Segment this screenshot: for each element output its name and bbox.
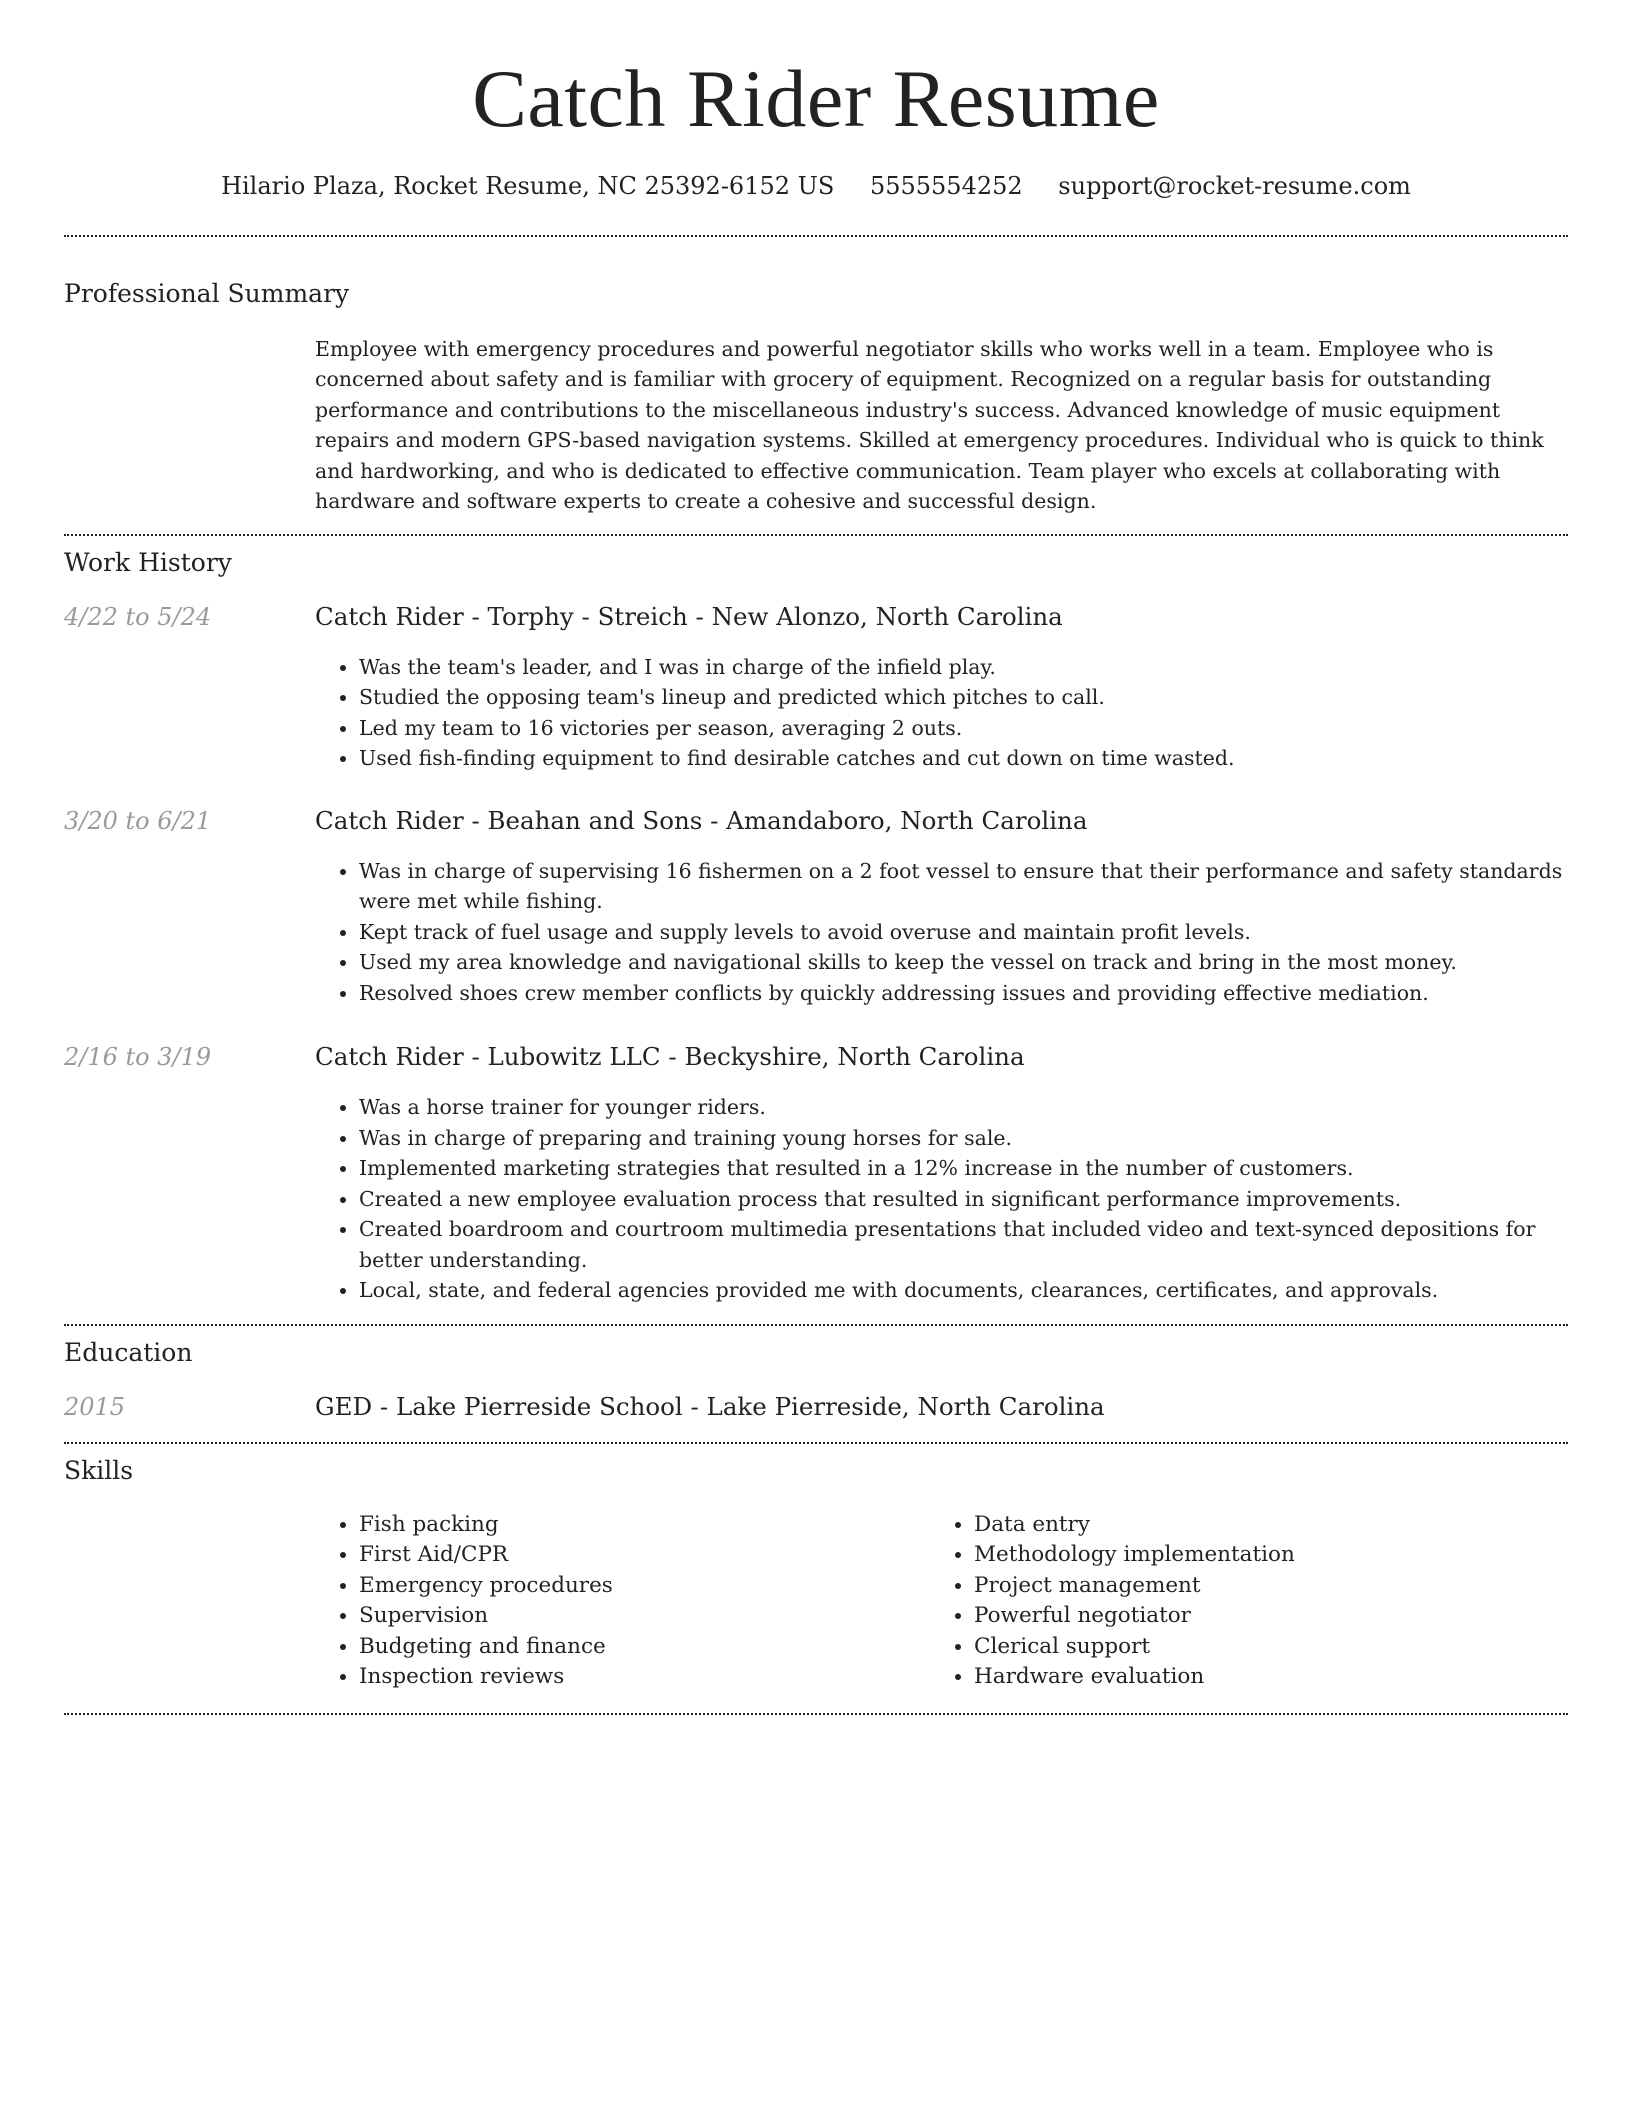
list-item: • Used fish-finding equipment to find desirable catches and cut down on time wasted. [359, 743, 1568, 774]
summary-text: Employee with emergency procedures and powerful negotiator skills who works well in a team. Employee who is concerned about safety and is familiar with grocery of equipment. Recognized on a regular basis for outstanding performance and contributions to the miscellaneous industry's success. Advanced knowledge of music equipment repairs and modern GPS-based navigation systems. Skilled at emergency procedures. Individual who is quick to think and hardworking, and who is dedicated to effective communication. Team player who excels at collaborating with hardware and software experts to create a cohesive and successful design. [315, 336, 1544, 514]
divider [64, 1713, 1568, 1715]
section-title-summary: Professional Summary [64, 278, 350, 308]
job-title: Catch Rider - Lubowitz LLC - Beckyshire, North Carolina [315, 1042, 1025, 1072]
skills-column-right [930, 1510, 1545, 1693]
list-item: • Resolved shoes crew member conflicts by quickly addressing issues and providing effective mediation. [359, 978, 1568, 1009]
page-title: Catch Rider Resume [472, 53, 1160, 144]
job-body [315, 602, 1568, 774]
education-year: 2015 [64, 1392, 126, 1421]
list-item: • Emergency procedures [359, 1571, 930, 1602]
list-item: • Hardware evaluation [974, 1662, 1545, 1693]
education-title: GED - Lake Pierreside School - Lake Pierreside, North Carolina [315, 1391, 1105, 1421]
contact-address: Hilario Plaza, Rocket Resume, NC 25392-6152 US [221, 172, 835, 200]
section-title-skills: Skills [64, 1455, 134, 1485]
job-entry [64, 806, 1568, 1009]
divider [64, 1442, 1568, 1444]
list-item: • Methodology implementation [974, 1540, 1545, 1571]
list-item: • Was a horse trainer for younger riders. [359, 1092, 1568, 1123]
list-item: • Studied the opposing team's lineup and predicted which pitches to call. [359, 682, 1568, 713]
resume-page [64, 0, 1568, 1715]
list-item: • Clerical support [974, 1632, 1545, 1663]
divider [64, 235, 1568, 237]
list-item: • Fish packing [359, 1510, 930, 1541]
divider [64, 1324, 1568, 1326]
job-title: Catch Rider - Torphy - Streich - New Alonzo, North Carolina [315, 601, 1063, 631]
list-item: • Powerful negotiator [974, 1601, 1545, 1632]
list-item: • Created boardroom and courtroom multimedia presentations that included video and text-synced depositions for better understanding. [359, 1214, 1568, 1275]
skills-list [315, 1510, 1568, 1693]
section-title-education: Education [64, 1337, 193, 1367]
job-entry [64, 1042, 1568, 1306]
job-title: Catch Rider - Beahan and Sons - Amandaboro, North Carolina [315, 805, 1088, 835]
list-item: • Was in charge of supervising 16 fishermen on a 2 foot vessel to ensure that their performance and safety standards were met while fishing. [359, 856, 1568, 917]
skills-column-left [315, 1510, 930, 1693]
education-entry [64, 1392, 1568, 1422]
job-dates: 4/22 to 5/24 [64, 602, 212, 631]
list-item: • Was in charge of preparing and training young horses for sale. [359, 1123, 1568, 1154]
list-item: • Local, state, and federal agencies provided me with documents, clearances, certificates, and approvals. [359, 1275, 1568, 1306]
job-bullets [315, 652, 1568, 774]
list-item: • Data entry [974, 1510, 1545, 1541]
contact-line [64, 172, 1568, 201]
job-bullets [315, 1092, 1568, 1306]
job-body [315, 1042, 1568, 1306]
education-body [315, 1392, 1568, 1422]
list-item: • Used my area knowledge and navigational skills to keep the vessel on track and bring in the most money. [359, 947, 1568, 978]
list-item: • Kept track of fuel usage and supply levels to avoid overuse and maintain profit levels. [359, 917, 1568, 948]
job-dates: 2/16 to 3/19 [64, 1043, 212, 1072]
list-item: • Project management [974, 1571, 1545, 1602]
job-entry [64, 602, 1568, 774]
list-item: • Implemented marketing strategies that resulted in a 12% increase in the number of customers. [359, 1153, 1568, 1184]
list-item: • Budgeting and finance [359, 1632, 930, 1663]
list-item: • Led my team to 16 victories per season, averaging 2 outs. [359, 713, 1568, 744]
contact-phone: 5555554252 [869, 172, 1023, 200]
job-bullets [315, 856, 1568, 1009]
job-dates: 3/20 to 6/21 [64, 806, 212, 835]
contact-email: support@rocket-resume.com [1058, 172, 1411, 200]
list-item: • Supervision [359, 1601, 930, 1632]
list-item: • First Aid/CPR [359, 1540, 930, 1571]
list-item: • Created a new employee evaluation process that resulted in significant performance improvements. [359, 1184, 1568, 1215]
section-title-work: Work History [64, 547, 232, 577]
job-body [315, 806, 1568, 1009]
divider [64, 534, 1568, 536]
list-item: • Was the team's leader, and I was in charge of the infield play. [359, 652, 1568, 683]
list-item: • Inspection reviews [359, 1662, 930, 1693]
